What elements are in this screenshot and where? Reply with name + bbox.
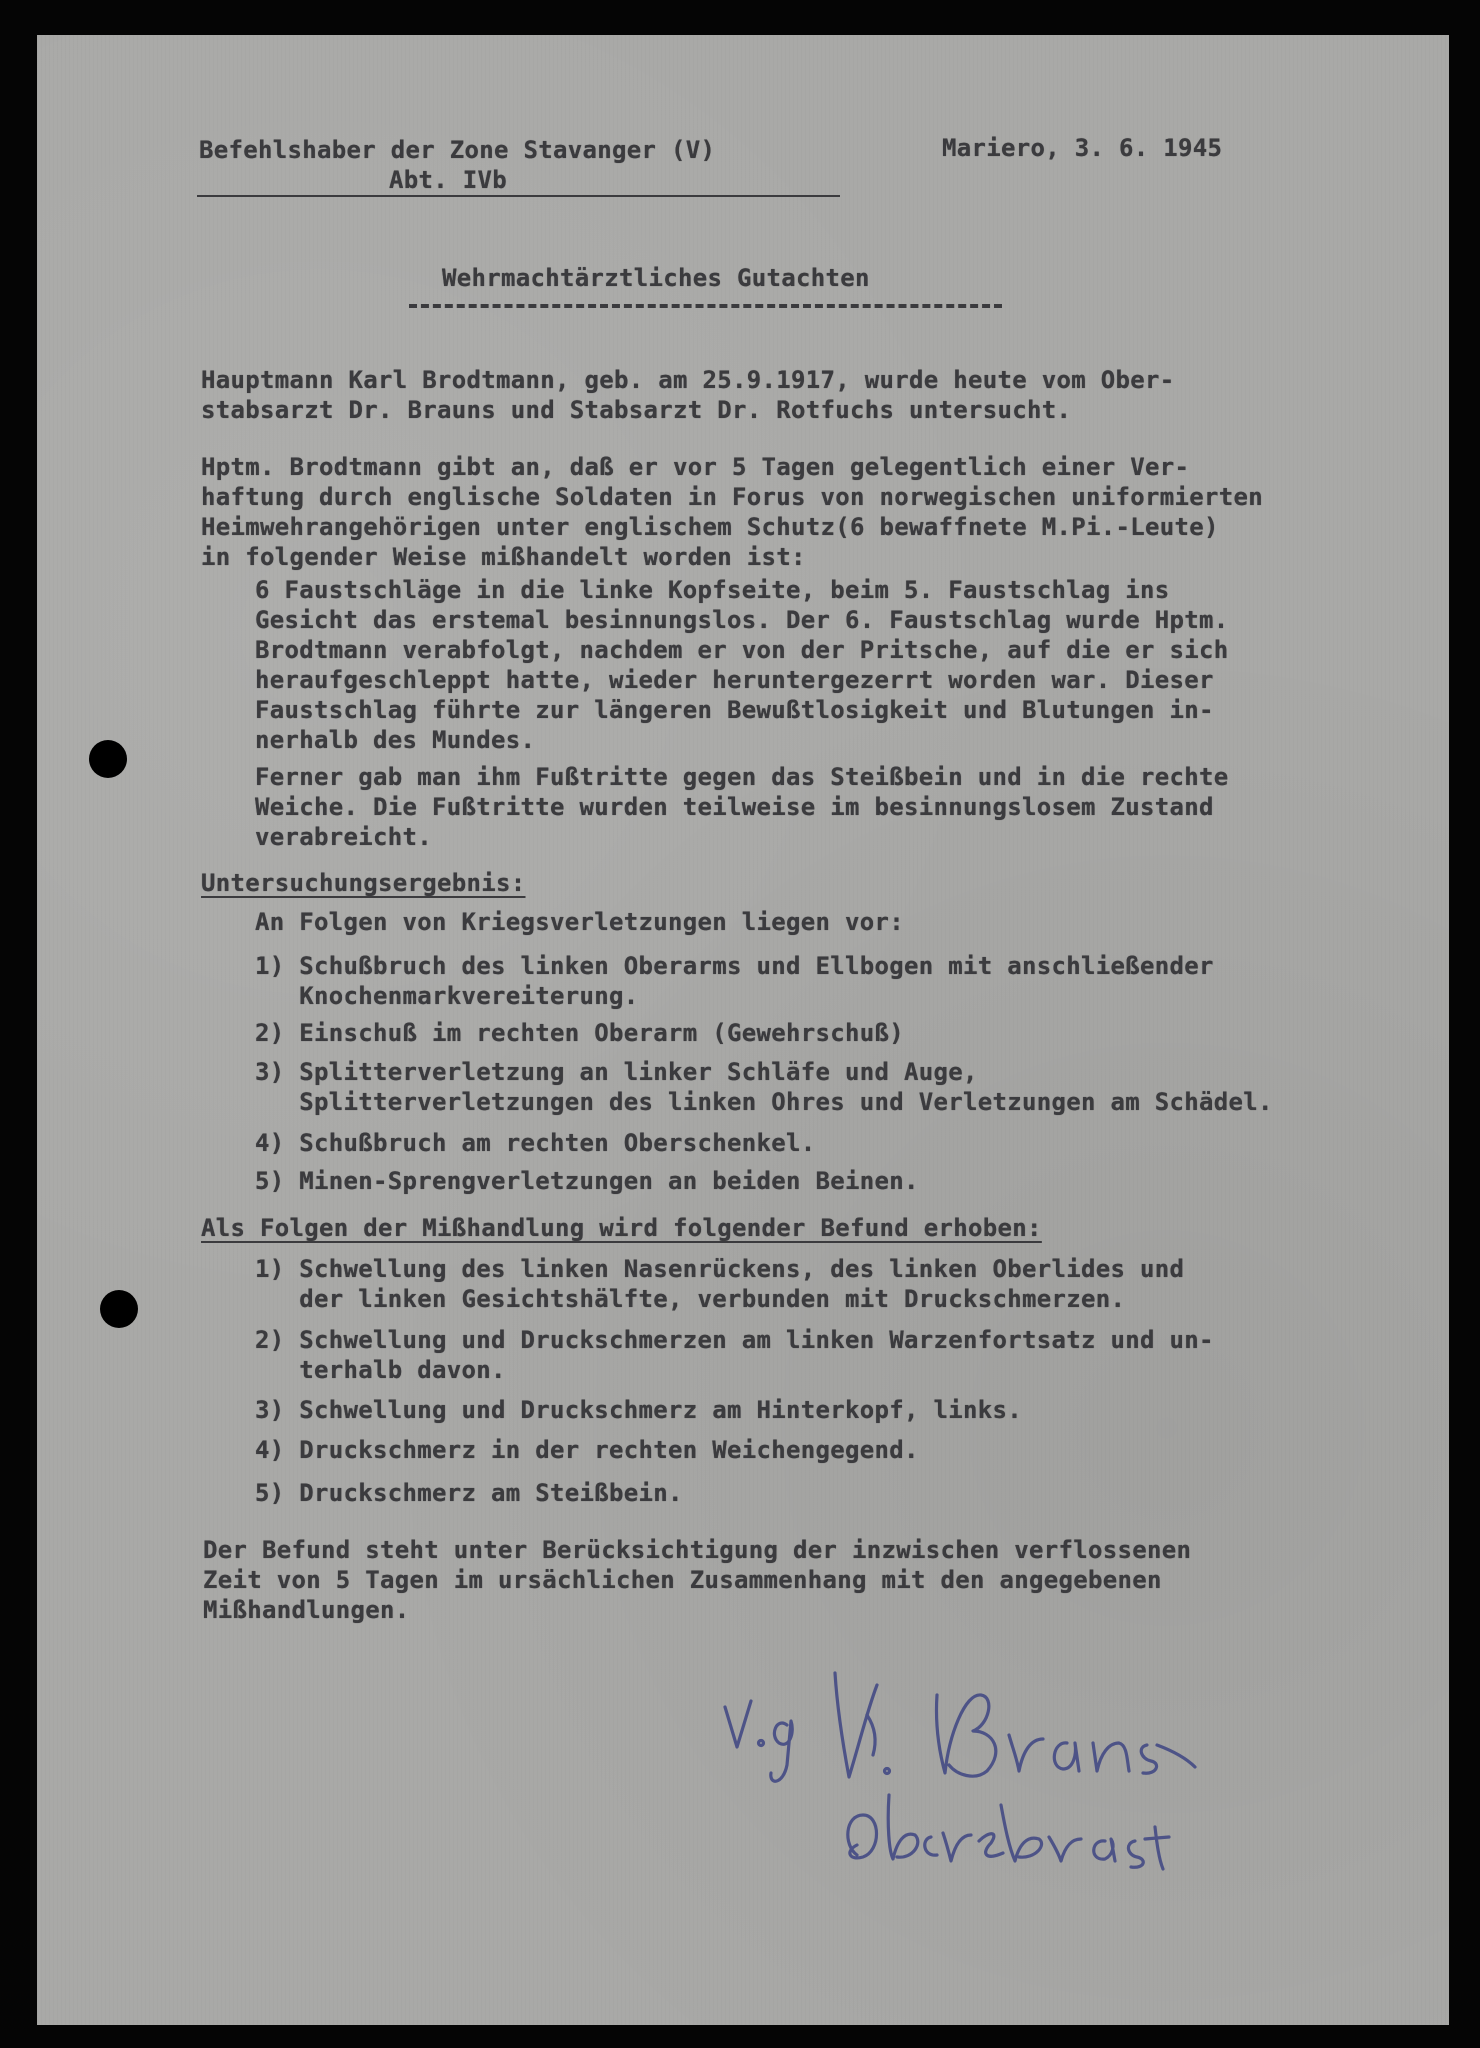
findings-item: 4) Schußbruch am rechten Oberschenkel. xyxy=(255,1129,816,1157)
conclusion-line: Zeit von 5 Tagen im ursächlichen Zusammenhang mit den angegebenen xyxy=(203,1566,1162,1594)
abuse-item: terhalb davon. xyxy=(255,1356,506,1384)
detail-line: Faustschlag führte zur längeren Bewußtlosigkeit und Blutungen in- xyxy=(255,696,1214,724)
findings-item: Knochenmarkvereiterung. xyxy=(255,982,639,1010)
detail-line: heraufgeschleppt hatte, wieder heruntergezerrt worden war. Dieser xyxy=(255,666,1214,694)
conclusion-line: Der Befund steht unter Berücksichtigung der inzwischen verflossenen xyxy=(203,1536,1192,1564)
findings-item: 1) Schußbruch des linken Oberarms und Ellbogen mit anschließender xyxy=(255,952,1214,980)
document-page xyxy=(37,35,1449,2025)
document-title: Wehrmachtärztliches Gutachten xyxy=(442,264,870,292)
header-place-date: Mariero, 3. 6. 1945 xyxy=(942,134,1223,162)
intro-line-1: Hauptmann Karl Brodtmann, geb. am 25.9.1917, wurde heute vom Ober- xyxy=(201,366,1175,394)
statement-line: Hptm. Brodtmann gibt an, daß er vor 5 Tagen gelegentlich einer Ver- xyxy=(201,453,1190,481)
punch-hole-upper xyxy=(89,740,127,778)
abuse-item: 2) Schwellung und Druckschmerzen am linken Warzenfortsatz und un- xyxy=(255,1326,1214,1354)
detail-line: 6 Faustschläge in die linke Kopfseite, beim 5. Faustschlag ins xyxy=(255,576,1170,604)
findings-item: 3) Splitterverletzung an linker Schläfe und Auge, xyxy=(255,1058,978,1086)
detail-line: Weiche. Die Fußtritte wurden teilweise im besinnungslosem Zustand xyxy=(255,793,1214,821)
abuse-item: 3) Schwellung und Druckschmerz am Hinterkopf, links. xyxy=(255,1396,1022,1424)
title-underline xyxy=(409,304,1002,308)
header-department: Abt. IVb xyxy=(389,166,507,194)
statement-line: haftung durch englische Soldaten in Forus von norwegischen uniformierten xyxy=(201,483,1263,511)
abuse-heading: Als Folgen der Mißhandlung wird folgender Befund erhoben: xyxy=(201,1214,1042,1242)
detail-line: Gesicht das erstemal besinnungslos. Der 6. Faustschlag wurde Hptm. xyxy=(255,606,1229,634)
statement-line: Heimwehrangehörigen unter englischem Schutz(6 bewaffnete M.Pi.-Leute) xyxy=(201,513,1219,541)
findings-item: 2) Einschuß im rechten Oberarm (Gewehrschuß) xyxy=(255,1019,904,1047)
detail-line: Brodtmann verabfolgt, nachdem er von der Pritsche, auf die er sich xyxy=(255,636,1229,664)
findings-item: Splitterverletzungen des linken Ohres und Verletzungen am Schädel. xyxy=(255,1088,1273,1116)
statement-line: in folgender Weise mißhandelt worden ist: xyxy=(201,543,806,571)
findings-intro: An Folgen von Kriegsverletzungen liegen vor: xyxy=(255,908,904,936)
header-rule xyxy=(197,195,840,197)
conclusion-line: Mißhandlungen. xyxy=(203,1596,410,1624)
abuse-item: der linken Gesichtshälfte, verbunden mit Druckschmerzen. xyxy=(255,1285,1126,1313)
punch-hole-lower xyxy=(100,1290,138,1328)
intro-line-2: stabsarzt Dr. Brauns und Stabsarzt Dr. Rotfuchs untersucht. xyxy=(201,396,1072,424)
header-organization: Befehlshaber der Zone Stavanger (V) xyxy=(199,136,716,164)
detail-line: Ferner gab man ihm Fußtritte gegen das Steißbein und in die rechte xyxy=(255,763,1229,791)
detail-line: verabreicht. xyxy=(255,823,432,851)
abuse-item: 1) Schwellung des linken Nasenrückens, des linken Oberlides und xyxy=(255,1255,1185,1283)
findings-heading: Untersuchungsergebnis: xyxy=(201,869,526,897)
findings-item: 5) Minen-Sprengverletzungen an beiden Beinen. xyxy=(255,1167,919,1195)
abuse-item: 4) Druckschmerz in der rechten Weichengegend. xyxy=(255,1436,919,1464)
abuse-item: 5) Druckschmerz am Steißbein. xyxy=(255,1479,683,1507)
detail-line: nerhalb des Mundes. xyxy=(255,726,536,754)
handwritten-signature xyxy=(717,1655,1277,1885)
